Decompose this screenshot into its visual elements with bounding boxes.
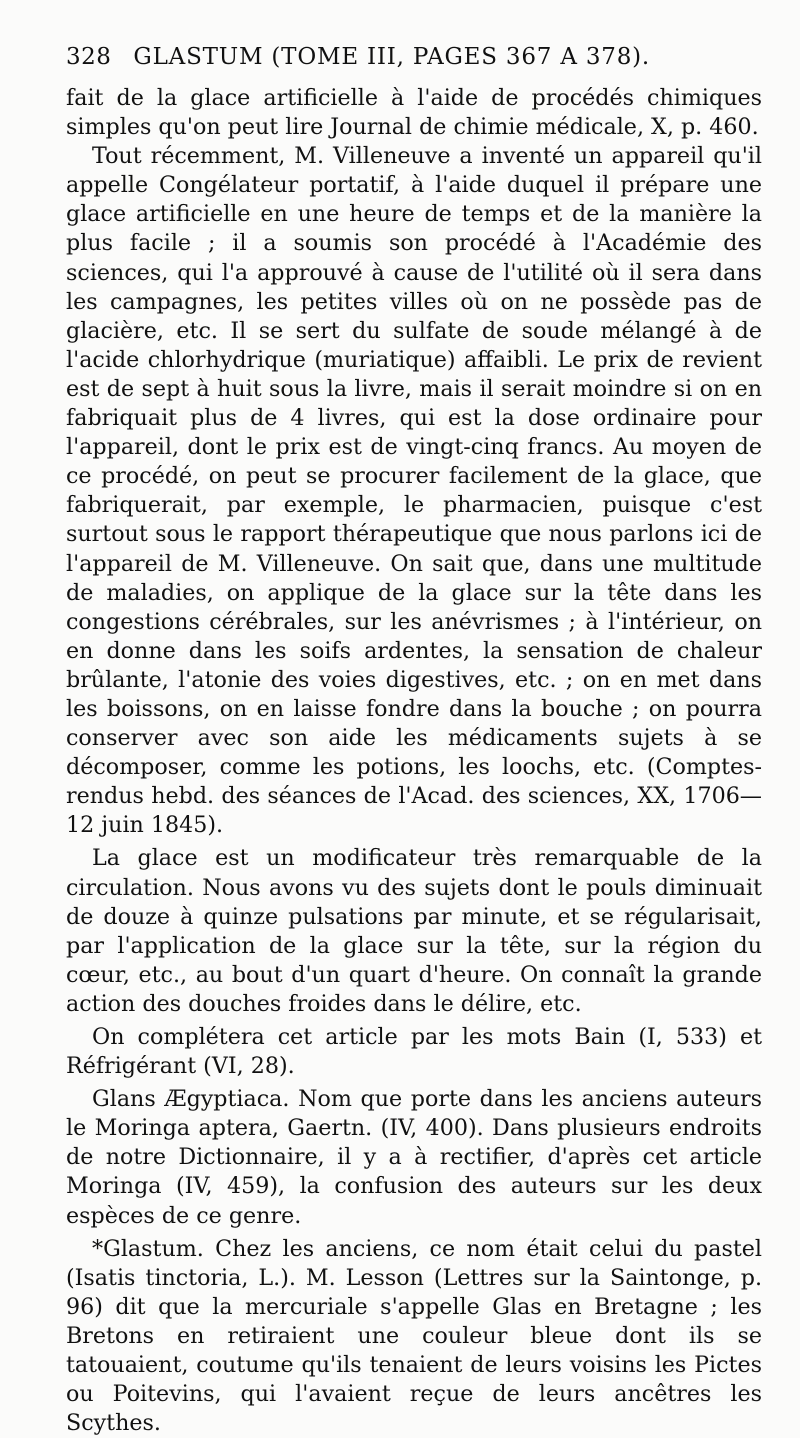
paragraph-congelateur: Tout récemment, M. Villeneuve a inventé un appareil qu'il appelle Congélateur portatif, à l'aide duquel il prépare une glace artificielle en une heure de temps et de la manière la plus facile ; il a soumis son procédé à l'Académie des sciences, qui l'a approuvé à cause de l'utilité où il sera dans les campagnes, les petites villes où on ne possède pas de glacière, etc. Il se sert du sulfate de soude mélangé à de l'acide chlorhydrique (muriatique) affaibli. Le prix de revient est de sept à huit sous la livre, mais il serait moindre si on en fabriquait plus de 4 livres, qui est la dose ordinaire pour l'appareil, dont le prix est de vingt-cinq francs. Au moyen de ce procédé, on peut se procurer facilement de la glace, que fabriquerait, par exemple, le pharmacien, puisque c'est surtout sous le rapport thérapeutique que nous parlons ici de l'appareil de M. Villeneuve. On sait que, dans une multitude de maladies, on applique de la glace sur la tête dans les congestions cérébrales, sur les anévrismes ; à l'intérieur, on en donne dans les soifs ardentes, la sensation de chaleur brûlante, l'atonie des voies digestives, etc. ; on en met dans les boissons, on en laisse fondre dans la bouche ; on pourra conserver avec son aide les médicaments sujets à se décomposer, comme les potions, les loochs, etc. (Comptes-rendus hebd. des séances de l'Acad. des sciences, XX, 1706—12 juin 1845).: [66, 143, 762, 839]
entry-glastum: *Glastum. Chez les anciens, ce nom était celui du pastel (Isatis tinctoria, L.). M. Lesson (Lettres sur la Saintonge, p. 96) dit que la mercuriale s'appelle Glas en Bretagne ; les Bretons en retiraient une couleur bleue dont ils se tatouaient, coutume qu'ils tenaient de leurs voisins les Pictes ou Poitevins, qui l'avaient reçue de leurs ancêtres les Scythes.: [66, 1235, 762, 1437]
running-header: [66, 44, 762, 84]
paragraph-see-also: On complétera cet article par les mots Bain (I, 533) et Réfrigérant (VI, 28).: [66, 1024, 762, 1080]
paragraph-continuation: fait de la glace artificielle à l'aide de procédés chimiques simples qu'on peut lire Journal de chimie médicale, X, p. 460.: [66, 85, 762, 141]
running-head: GLASTUM (TOME III, PAGES 367 A 378).: [133, 44, 651, 70]
body-text: [66, 84, 762, 1438]
paragraph-circulation: La glace est un modificateur très remarquable de la circulation. Nous avons vu des sujets dont le pouls diminuait de douze à quinze pulsations par minute, et se régularisait, par l'application de la glace sur la tête, sur la région du cœur, etc., au bout d'un quart d'heure. On connaît la grande action des douches froides dans le délire, etc.: [66, 845, 762, 1017]
page-number: 328: [66, 44, 112, 70]
entry-glans-aegyptiaca: Glans Ægyptiaca. Nom que porte dans les anciens auteurs le Moringa aptera, Gaertn. (IV, 400). Dans plusieurs endroits de notre Dictionnaire, il y a à rectifier, d'après cet article Moringa (IV, 459), la confusion des auteurs sur les deux espèces de ce genre.: [66, 1086, 762, 1229]
